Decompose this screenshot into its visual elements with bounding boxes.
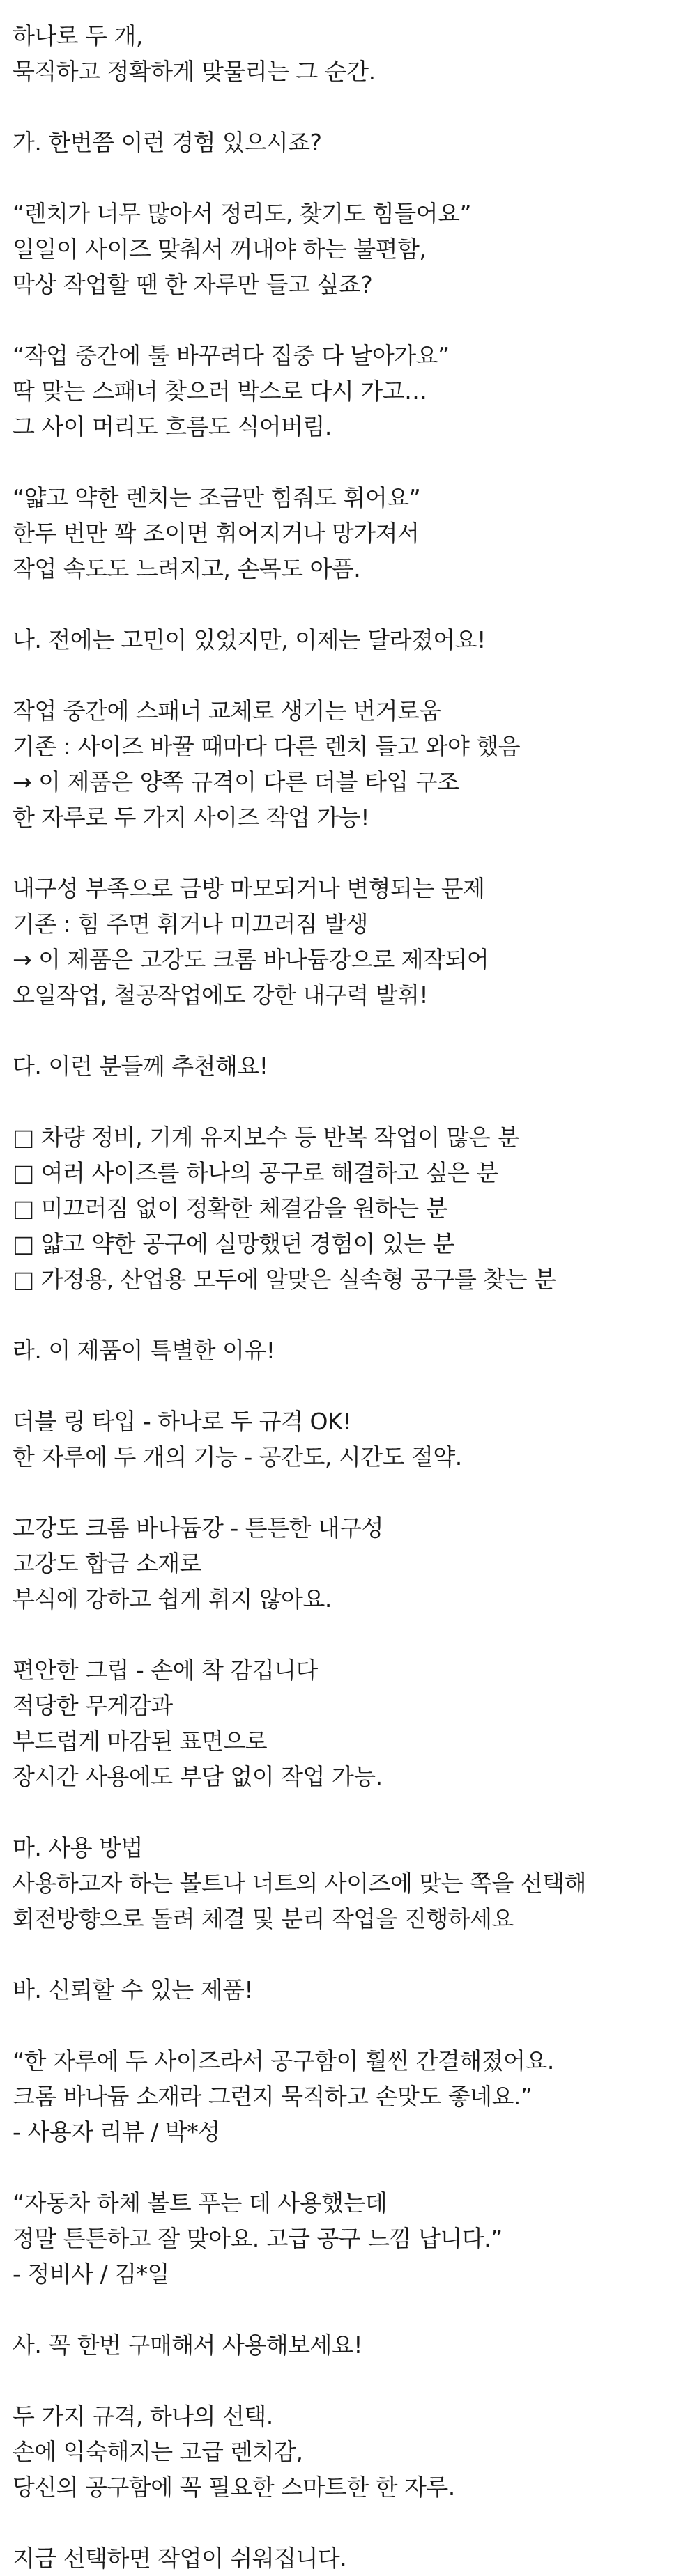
text-line: 지금 선택하면 작업이 쉬워집니다. — [13, 2545, 347, 2572]
text-line: 기존 : 힘 주면 휘거나 미끄러짐 발생 — [13, 910, 368, 938]
text-line: 적당한 무게감과 — [13, 1692, 173, 1719]
text-line: - 사용자 리뷰 / 박*성 — [13, 2118, 220, 2146]
paragraph — [13, 18, 682, 89]
text-line: → 이 제품은 양쪽 규격이 다른 더블 타입 구조 — [13, 768, 459, 796]
text-line: 크롬 바나듐 소재라 그런지 묵직하고 손맛도 좋네요.” — [13, 2083, 533, 2110]
paragraph — [13, 1119, 682, 1297]
text-line: 그 사이 머리도 흐름도 식어버림. — [13, 413, 332, 440]
text-line: 정말 튼튼하고 잘 맞아요. 고급 공구 느낌 납니다.” — [13, 2225, 503, 2252]
paragraph — [13, 693, 682, 835]
text-line: 일일이 사이즈 맞춰서 꺼내야 하는 불편함, — [13, 235, 427, 263]
text-line: 고강도 합금 소재로 — [13, 1550, 202, 1577]
text-line: “얇고 약한 렌치는 조금만 힘줘도 휘어요” — [13, 484, 421, 511]
paragraph — [13, 1404, 682, 1475]
paragraph — [13, 2327, 682, 2363]
text-line: 회전방향으로 돌려 체결 및 분리 작업을 진행하세요 — [13, 1905, 514, 1932]
paragraph — [13, 871, 682, 1013]
text-line: 한두 번만 꽉 조이면 휘어지거나 망가져서 — [13, 520, 420, 547]
paragraph — [13, 1333, 682, 1368]
text-line: 장시간 사용에도 부담 없이 작업 가능. — [13, 1763, 383, 1790]
text-line: 한 자루로 두 가지 사이즈 작업 가능! — [13, 804, 369, 831]
paragraph — [13, 1048, 682, 1084]
product-description-text — [13, 18, 682, 2576]
text-line: 하나로 두 개, — [13, 22, 143, 49]
text-line: 오일작업, 철공작업에도 강한 내구력 발휘! — [13, 981, 429, 1009]
text-line: 한 자루에 두 개의 기능 - 공간도, 시간도 절약. — [13, 1443, 462, 1471]
paragraph — [13, 196, 682, 302]
text-line: 막상 작업할 땐 한 자루만 들고 싶죠? — [13, 271, 373, 298]
text-line: 부식에 강하고 쉽게 휘지 않아요. — [13, 1585, 332, 1613]
paragraph — [13, 2185, 682, 2292]
text-line: 당신의 공구함에 꼭 필요한 스마트한 한 자루. — [13, 2474, 455, 2501]
paragraph — [13, 480, 682, 587]
paragraph — [13, 338, 682, 444]
paragraph — [13, 2043, 682, 2150]
text-line: 고강도 크롬 바나듐강 - 튼튼한 내구성 — [13, 1514, 384, 1542]
paragraph — [13, 125, 682, 160]
text-line: □ 가정용, 산업용 모두에 알맞은 실속형 공구를 찾는 분 — [13, 1266, 556, 1293]
text-line: 작업 속도도 느려지고, 손목도 아픔. — [13, 555, 361, 582]
text-line: □ 여러 사이즈를 하나의 공구로 해결하고 싶은 분 — [13, 1159, 498, 1186]
text-line: 묵직하고 정확하게 맞물리는 그 순간. — [13, 58, 376, 85]
paragraph — [13, 2398, 682, 2505]
text-line: “자동차 하체 볼트 푸는 데 사용했는데 — [13, 2189, 388, 2217]
text-line: □ 얇고 약한 공구에 실망했던 경험이 있는 분 — [13, 1230, 455, 1257]
text-line: - 정비사 / 김*일 — [13, 2260, 169, 2288]
text-line: 가. 한번쯤 이런 경험 있으시죠? — [13, 129, 322, 156]
text-line: “렌치가 너무 많아서 정리도, 찾기도 힘들어요” — [13, 200, 471, 227]
text-line: 사용하고자 하는 볼트나 너트의 사이즈에 맞는 쪽을 선택해 — [13, 1870, 586, 1897]
text-line: 부드럽게 마감된 표면으로 — [13, 1728, 268, 1755]
paragraph — [13, 2540, 682, 2576]
paragraph — [13, 1830, 682, 1937]
text-line: “작업 중간에 툴 바꾸려다 집중 다 날아가요” — [13, 342, 450, 369]
paragraph — [13, 1652, 682, 1794]
text-line: 사. 꼭 한번 구매해서 사용해보세요! — [13, 2331, 362, 2359]
text-line: 두 가지 규격, 하나의 선택. — [13, 2403, 273, 2430]
paragraph — [13, 1972, 682, 2008]
text-line: 기존 : 사이즈 바꿀 때마다 다른 렌치 들고 와야 했음 — [13, 733, 521, 760]
text-line: 내구성 부족으로 금방 마모되거나 변형되는 문제 — [13, 875, 485, 902]
text-line: “한 자루에 두 사이즈라서 공구함이 훨씬 간결해졌어요. — [13, 2047, 554, 2074]
text-line: □ 차량 정비, 기계 유지보수 등 반복 작업이 많은 분 — [13, 1124, 519, 1151]
text-line: □ 미끄러짐 없이 정확한 체결감을 원하는 분 — [13, 1195, 448, 1222]
text-line: 딱 맞는 스패너 찾으러 박스로 다시 가고… — [13, 378, 427, 405]
text-line: → 이 제품은 고강도 크롬 바나듐강으로 제작되어 — [13, 946, 489, 973]
text-line: 라. 이 제품이 특별한 이유! — [13, 1337, 275, 1364]
text-line: 다. 이런 분들께 추천해요! — [13, 1053, 268, 1080]
paragraph — [13, 1510, 682, 1617]
text-line: 바. 신뢰할 수 있는 제품! — [13, 1976, 254, 2003]
text-line: 편안한 그립 - 손에 착 감깁니다 — [13, 1656, 318, 1684]
text-line: 마. 사용 방법 — [13, 1834, 143, 1861]
text-line: 손에 익숙해지는 고급 렌치감, — [13, 2438, 303, 2465]
text-line: 더블 링 타입 - 하나로 두 규격 OK! — [13, 1408, 351, 1435]
text-line: 작업 중간에 스패너 교체로 생기는 번거로움 — [13, 697, 441, 724]
paragraph — [13, 622, 682, 658]
text-line: 나. 전에는 고민이 있었지만, 이제는 달라졌어요! — [13, 626, 486, 653]
